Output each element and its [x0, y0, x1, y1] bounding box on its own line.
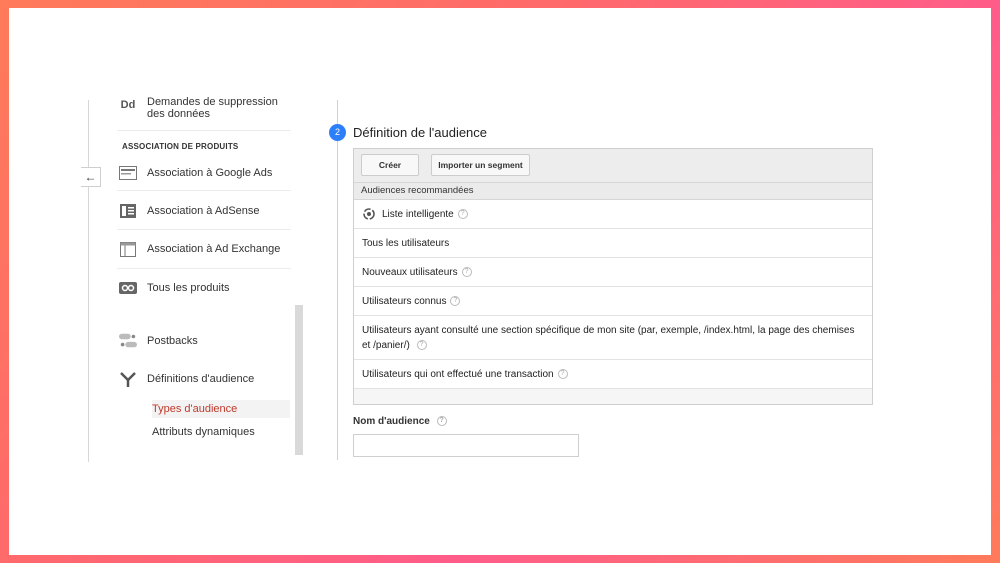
create-button[interactable]: Créer [361, 154, 419, 176]
help-icon[interactable]: ? [458, 209, 468, 219]
sidebar-item-postbacks[interactable] [119, 332, 291, 350]
sidebar-divider [88, 100, 89, 462]
step-connector-line [337, 100, 338, 460]
audience-label: Liste intelligente [382, 208, 454, 220]
sidebar-item-label: Définitions d'audience [147, 373, 255, 385]
sidebar-subitem-dynamic-attributes[interactable]: Attributs dynamiques [152, 426, 255, 438]
divider [117, 130, 291, 131]
import-segment-button[interactable]: Importer un segment [431, 154, 530, 176]
sidebar-item-label: Tous les produits [147, 282, 230, 294]
postbacks-icon [119, 332, 137, 350]
sidebar-item-label: Postbacks [147, 335, 198, 347]
sidebar-item-google-ads[interactable] [119, 164, 291, 182]
audience-list [354, 200, 872, 389]
sidebar-subitem-audience-types[interactable]: Types d'audience [152, 400, 290, 418]
list-item[interactable] [354, 360, 872, 389]
audience-name-label: Nom d'audience ? [353, 416, 447, 427]
help-icon[interactable]: ? [462, 267, 472, 277]
audience-definitions-icon [119, 370, 137, 388]
section-title: Définition de l'audience [353, 125, 488, 140]
sidebar-item-label: Association à AdSense [147, 205, 260, 217]
help-icon[interactable]: ? [450, 296, 460, 306]
sidebar-item-label: Demandes de suppression des données [147, 96, 278, 120]
list-item[interactable] [354, 200, 872, 229]
audience-label: Nouveaux utilisateurs [362, 266, 458, 278]
collapse-sidebar-button[interactable]: ← [81, 167, 101, 187]
section-heading: ASSOCIATION DE PRODUITS [122, 142, 239, 151]
divider [117, 229, 291, 230]
list-item[interactable] [354, 287, 872, 316]
divider [117, 268, 291, 269]
audience-label: Utilisateurs ayant consulté une section spécifique de mon site (par, exemple, /index.html, la page des chemises et /panier/) [362, 324, 855, 351]
audience-label: Utilisateurs connus [362, 295, 447, 307]
sidebar-item-ad-exchange[interactable] [119, 240, 291, 258]
data-deletion-icon: Dd [120, 99, 136, 111]
audience-definition-panel [353, 148, 873, 405]
sidebar-item-data-deletion[interactable] [119, 96, 291, 120]
sidebar-item-label: Association à Ad Exchange [147, 243, 281, 255]
audience-name-input[interactable] [353, 434, 579, 457]
sidebar-item-label: Association à Google Ads [147, 167, 273, 179]
help-icon[interactable]: ? [417, 340, 427, 350]
sidebar-item-audience-definitions[interactable] [119, 370, 291, 388]
list-item[interactable] [354, 258, 872, 287]
adsense-icon [119, 202, 137, 220]
sidebar-scrollbar[interactable] [295, 305, 303, 455]
help-icon[interactable]: ? [558, 369, 568, 379]
sidebar-item-all-products[interactable] [119, 279, 291, 297]
admin-sidebar [9, 8, 309, 555]
panel-toolbar [354, 149, 872, 183]
list-item[interactable] [354, 316, 872, 360]
divider [117, 190, 291, 191]
smart-list-icon [362, 207, 376, 221]
step-number-badge: 2 [329, 124, 346, 141]
sidebar-item-adsense[interactable] [119, 202, 291, 220]
help-icon[interactable]: ? [437, 416, 447, 426]
app-frame [9, 8, 991, 555]
recommended-audiences-header: Audiences recommandées [354, 183, 872, 200]
audience-label: Utilisateurs qui ont effectué une transaction [362, 368, 554, 380]
audience-label: Tous les utilisateurs [362, 237, 450, 249]
ad-exchange-icon [119, 240, 137, 258]
google-ads-icon [119, 164, 137, 182]
all-products-icon [119, 279, 137, 297]
list-item[interactable] [354, 229, 872, 258]
